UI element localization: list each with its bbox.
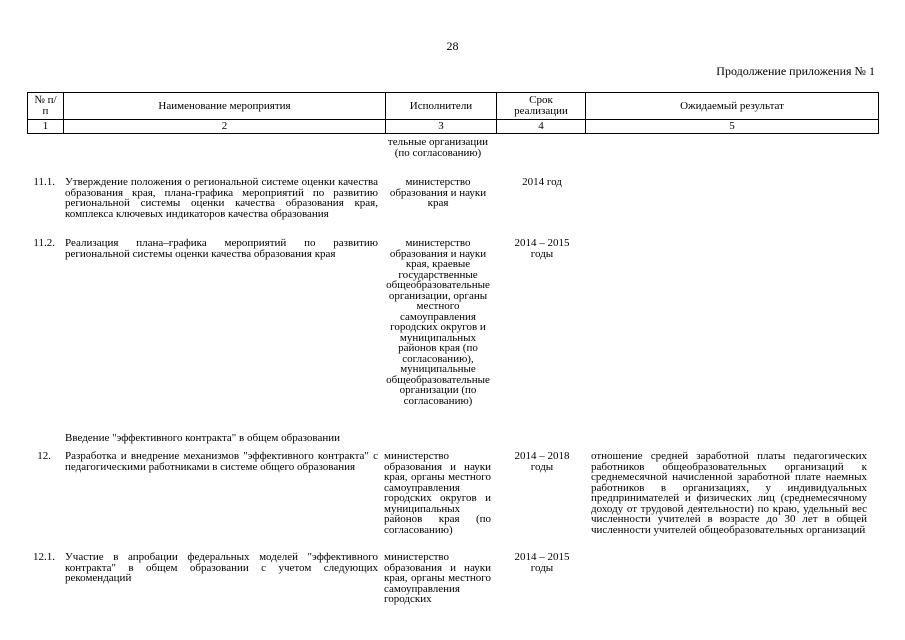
header-result: Ожидаемый результат xyxy=(586,93,879,120)
row-term: 2014 год xyxy=(522,176,562,188)
col-number: 5 xyxy=(586,120,879,134)
col-number: 3 xyxy=(386,120,497,134)
row-number: 11.1. xyxy=(33,176,55,188)
row-number: 11.2. xyxy=(33,237,55,249)
row-name: Разработка и внедрение механизмов "эффективного контракта" с педагогическими работниками в системе общего образования xyxy=(65,450,378,473)
row-executors: министерство образования и науки края xyxy=(389,176,487,209)
col-number: 4 xyxy=(497,120,586,134)
section-title: Введение "эффективного контракта" в общем образовании xyxy=(65,432,340,444)
row-executors: министерство образования и науки края, органы местного самоуправления городских округов и муниципальных районов края (по согласованию) xyxy=(384,450,491,536)
header-num: № п/п xyxy=(28,93,64,120)
row-number: 12. xyxy=(37,450,51,462)
row-result: отношение средней заработной платы педагогических работников общеобразовательных организаций к среднемесячной начисленной заработной плате наемных работников в организациях, у индивидуальных предпринимателей и физических лиц (среднемесячному доходу от трудовой деятельности) по краю, удельный вес численности учителей в возрасте до 30 лет в общей численности учителей общеобразовательных организаций xyxy=(591,450,867,536)
measures-table xyxy=(27,92,879,134)
row-executors: министерство образования и науки края, краевые государственные общеобразовательные организации, органы местного самоуправления городских округов и муниципальных районов края (по согласованию), муниципальные общеобразовательные организации (по согласованию) xyxy=(386,237,490,407)
col-number: 1 xyxy=(28,120,64,134)
row-name: Участие в апробации федеральных моделей "эффективного контракта" в общем образовании с учетом следующих рекомендаций xyxy=(65,551,378,584)
page-number: 28 xyxy=(446,39,459,53)
header-row xyxy=(28,93,879,120)
row-name: Реализация плана–графика мероприятий по развитию региональной системы оценки качества образования края xyxy=(65,237,378,260)
continuation-label: Продолжение приложения № 1 xyxy=(716,64,875,78)
carryover-executors: тельные организации (по согласованию) xyxy=(387,136,489,159)
header-executors: Исполнители xyxy=(386,93,497,120)
col-number: 2 xyxy=(64,120,386,134)
header-term: Срок реализации xyxy=(497,93,586,120)
row-number: 12.1. xyxy=(33,551,55,563)
row-term: 2014 – 2015 годы xyxy=(514,237,570,260)
row-executors: министерство образования и науки края, органы местного самоуправления городских xyxy=(384,551,491,605)
row-term: 2014 – 2018 годы xyxy=(514,450,570,473)
row-term: 2014 – 2015 годы xyxy=(514,551,570,574)
header-name: Наименование мероприятия xyxy=(64,93,386,120)
column-number-row xyxy=(28,120,879,134)
row-name: Утверждение положения о региональной системе оценки качества образования края, плана-графика мероприятий по развитию региональной системы оценки качества образования края, комплекса ключевых индикаторов качества образования xyxy=(65,176,378,220)
